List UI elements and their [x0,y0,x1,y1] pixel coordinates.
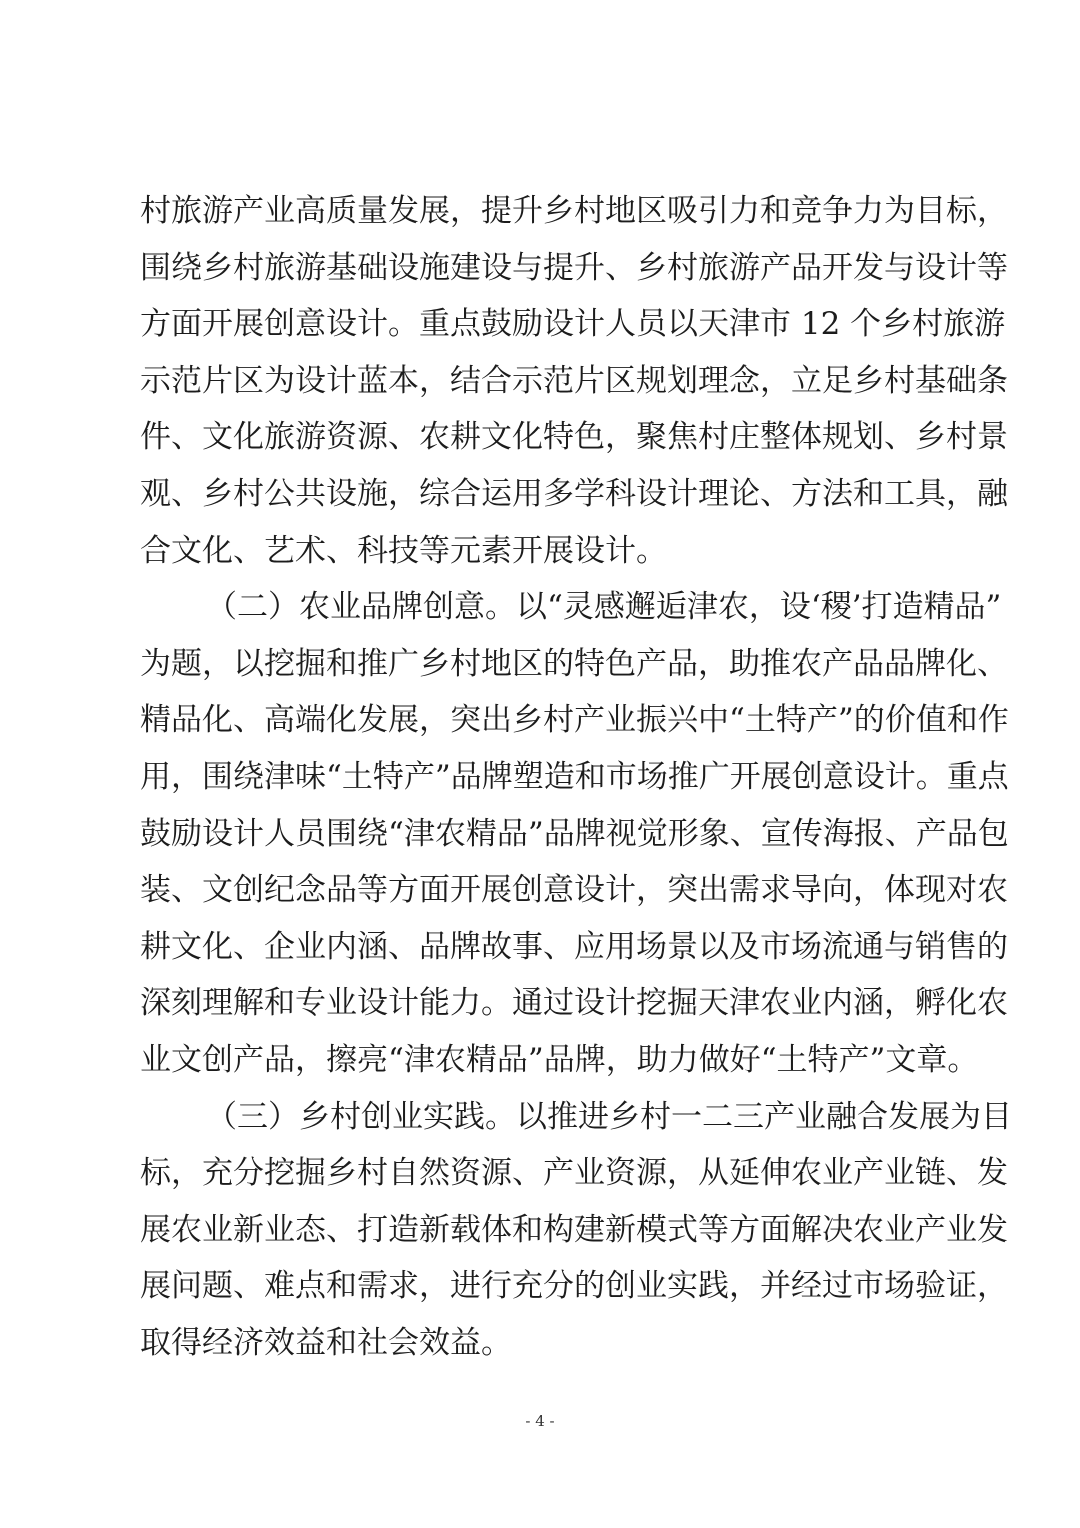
text-line: 围绕乡村旅游基础设施建设与提升、乡村旅游产品开发与设计等 [140,249,1008,286]
page-number: - 4 - [525,1412,555,1430]
text-line: 展问题、难点和需求，进行充分的创业实践，并经过市场验证， [140,1268,1008,1305]
text-line: 合文化、艺术、科技等元素开展设计。 [140,532,667,569]
text-line: 为题，以挖掘和推广乡村地区的特色产品，助推农产品品牌化、 [140,645,1008,682]
section-heading-line: （二）农业品牌创意。以“灵感邂逅津农，设‘稷’打造精品” [206,589,1002,626]
text-line: 业文创产品，擦亮“津农精品”品牌，助力做好“土特产”文章。 [140,1041,979,1078]
text-line: 深刻理解和专业设计能力。通过设计挖掘天津农业内涵，孵化农 [140,985,1008,1022]
text-line: 方面开展创意设计。重点鼓励设计人员以天津市 12 个乡村旅游 [140,306,1006,343]
text-line: 取得经济效益和社会效益。 [140,1324,512,1361]
text-line: 标，充分挖掘乡村自然资源、产业资源，从延伸农业产业链、发 [140,1155,1008,1192]
body-text [140,183,1012,1371]
text-line: 精品化、高端化发展，突出乡村产业振兴中“土特产”的价值和作 [140,702,1009,739]
text-line: 观、乡村公共设施，综合运用多学科设计理论、方法和工具，融 [140,475,1008,512]
text-line: 用，围绕津味“土特产”品牌塑造和市场推广开展创意设计。重点 [140,758,1009,795]
section-heading-line: （三）乡村创业实践。以推进乡村一二三产业融合发展为目 [206,1098,1012,1135]
text-line: 件、文化旅游资源、农耕文化特色，聚焦村庄整体规划、乡村景 [140,419,1008,456]
text-line: 装、文创纪念品等方面开展创意设计，突出需求导向，体现对农 [140,872,1008,909]
text-line: 耕文化、企业内涵、品牌故事、应用场景以及市场流通与销售的 [140,928,1008,965]
text-line: 示范片区为设计蓝本，结合示范片区规划理念，立足乡村基础条 [140,362,1008,399]
text-line: 鼓励设计人员围绕“津农精品”品牌视觉形象、宣传海报、产品包 [140,815,1009,852]
text-line: 村旅游产业高质量发展，提升乡村地区吸引力和竞争力为目标， [140,193,1008,229]
text-line: 展农业新业态、打造新载体和构建新模式等方面解决农业产业发 [140,1211,1008,1248]
